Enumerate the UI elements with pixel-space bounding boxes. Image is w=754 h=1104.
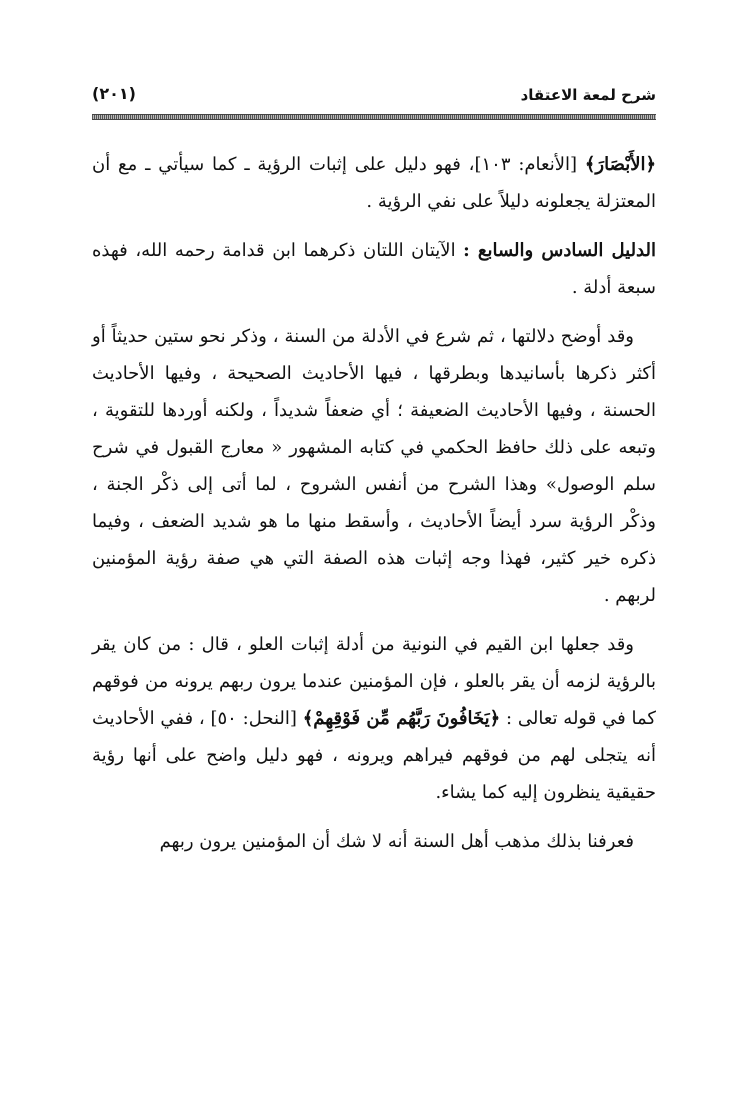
page-header	[92, 80, 656, 114]
book-title: شرح لمعة الاعتقاد	[520, 86, 656, 104]
paragraph-text: [الأنعام: ١٠٣]، فهو دليل على إثبات الرؤية ـ كما سيأتي ـ مع أن المعتزلة يجعلونه دليلاً على نفي الرؤية .	[92, 154, 656, 212]
quran-verse: ﴿الأَبْصَارَ﴾	[584, 154, 657, 175]
paragraph-3	[92, 318, 656, 614]
paragraph-text: وقد جعلها ابن القيم في النونية من أدلة إثبات العلو ، قال : من كان يقر بالرؤية لزمه أن يقر بالعلو ، فإن المؤمنين عندما يرون ربهم يرونه من فوقهم كما في قوله تعالى :	[92, 634, 656, 729]
paragraph-1	[92, 146, 656, 220]
paragraph-5	[92, 823, 656, 860]
header-rule	[92, 114, 656, 120]
paragraph-4	[92, 626, 656, 811]
quran-verse: ﴿يَخَافُونَ رَبَّهُم مِّن فَوْقِهِمْ﴾	[302, 708, 501, 729]
paragraph-text: وقد أوضح دلالتها ، ثم شرع في الأدلة من السنة ، وذكر نحو ستين حديثاً أو أكثر ذكرها بأسانيدها وبطرقها ، فيها الأحاديث الصحيحة ، وفيها الأحاديث الحسنة ، وفيها الأحاديث الضعيفة ؛ أي ضعفاً شديداً ، ولكنه أوردها للتقوية ، وتبعه على ذلك حافظ الحكمي في كتابه المشهور « معارج القبول في شرح سلم الوصول» وهذا الشرح من أنفس الشروح ، لما أتى إلى ذكْر الجنة ، وذكْر الرؤية سرد أيضاً الأحاديث ، وأسقط منها ما هو شديد الضعف ، وفيما ذكره خير كثير، فهذا وجه إثبات هذه الصفة التي هي صفة رؤية المؤمنين لربهم .	[92, 326, 656, 606]
paragraph-text: الآيتان اللتان ذكرهما ابن قدامة رحمه الله، فهذه سبعة أدلة .	[92, 240, 656, 298]
paragraph-2	[92, 232, 656, 306]
section-label: الدليل السادس والسابع :	[463, 240, 656, 261]
page-body	[92, 146, 656, 872]
paragraph-text: فعرفنا بذلك مذهب أهل السنة أنه لا شك أن المؤمنين يرون ربهم	[159, 831, 634, 852]
page-number: (٢٠١)	[92, 84, 136, 103]
paragraph-text: [النحل: ٥٠] ، ففي الأحاديث أنه يتجلى لهم من فوقهم فيراهم ويرونه ، فهو دليل واضح على أنها رؤية حقيقية ينظرون إليه كما يشاء.	[92, 708, 656, 803]
